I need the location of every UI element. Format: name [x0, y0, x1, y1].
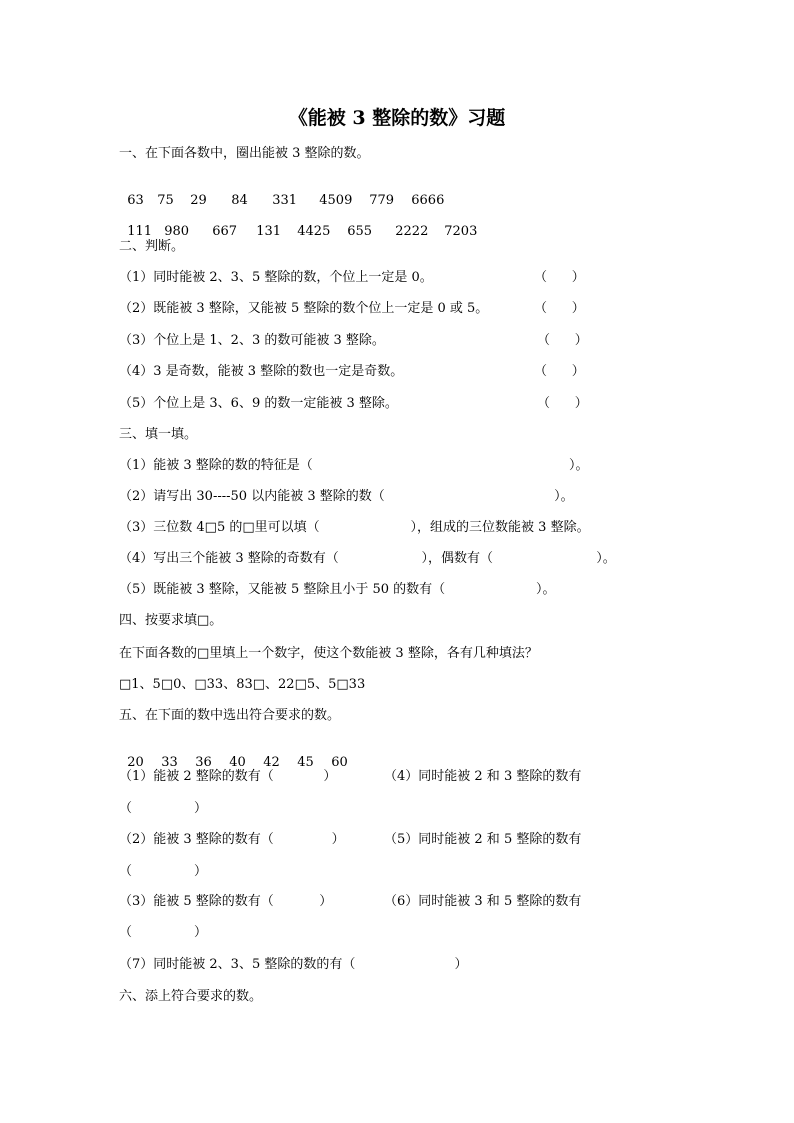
select-item-1: （1）能被 2 整除的数有（ ）	[119, 769, 337, 784]
number-item: 63	[127, 193, 144, 208]
number-item: 75	[157, 193, 174, 208]
judge-item-5: （5）个位上是 3、6、9 的数一定能被 3 整除。	[119, 396, 398, 411]
section-4-heading: 四、按要求填□。	[119, 613, 223, 628]
select-item-5: （5）同时能被 2 和 5 整除的数有	[384, 832, 582, 847]
number-item: 33	[161, 755, 178, 770]
answer-blank[interactable]: （ ）	[119, 801, 207, 816]
number-item: 6666	[411, 193, 445, 208]
number-item: 2222	[395, 224, 429, 239]
section-3-heading: 三、填一填。	[119, 427, 198, 442]
answer-blank[interactable]: （ ）	[537, 333, 588, 348]
answer-blank[interactable]: （ ）	[119, 864, 207, 879]
number-item: 4425	[297, 224, 331, 239]
answer-blank[interactable]: （ ）	[119, 925, 207, 940]
number-item: 40	[229, 755, 246, 770]
number-item: 42	[263, 755, 280, 770]
number-item: 7203	[444, 224, 478, 239]
number-item: 667	[212, 224, 238, 239]
number-item: 60	[331, 755, 348, 770]
answer-blank[interactable]: （ ）	[534, 301, 585, 316]
number-item: 331	[272, 193, 298, 208]
answer-blank[interactable]: （ ）	[534, 364, 585, 379]
select-item-7: （7）同时能被 2、3、5 整除的数的有（ ）	[119, 957, 468, 972]
number-item: 980	[164, 224, 190, 239]
number-item: 779	[369, 193, 395, 208]
answer-blank[interactable]: （ ）	[537, 396, 588, 411]
section-2-heading: 二、判断。	[119, 239, 185, 254]
section-4-instruction: 在下面各数的□里填上一个数字，使这个数能被 3 整除，各有几种填法？	[119, 646, 538, 661]
judge-item-1: （1）同时能被 2、3、5 整除的数，个位上一定是 0。	[119, 270, 433, 285]
number-item: 36	[195, 755, 212, 770]
fill-item-4: （4）写出三个能被 3 整除的奇数有（ ），偶数有（ ）。	[119, 551, 616, 566]
judge-item-3: （3）个位上是 1、2、3 的数可能被 3 整除。	[119, 333, 385, 348]
fill-item-2: （2）请写出 30----50 以内能被 3 整除的数（ ）。	[119, 489, 574, 504]
fill-item-5: （5）既能被 3 整除，又能被 5 整除且小于 50 的数有（ ）。	[119, 582, 556, 597]
section-6-heading: 六、添上符合要求的数。	[119, 989, 263, 1004]
page-title: 《能被 3 整除的数》习题	[288, 107, 506, 129]
number-item: 29	[190, 193, 207, 208]
select-item-2: （2）能被 3 整除的数有（ ）	[119, 832, 345, 847]
number-item: 84	[231, 193, 248, 208]
select-item-4: （4）同时能被 2 和 3 整除的数有	[384, 769, 582, 784]
section-4-items: □1、5□0、□33、83□、22□5、5□33	[119, 677, 366, 692]
judge-item-2: （2）既能被 3 整除，又能被 5 整除的数个位上一定是 0 或 5。	[119, 301, 489, 316]
section-1-heading: 一、在下面各数中，圈出能被 3 整除的数。	[119, 146, 370, 161]
fill-item-3: （3）三位数 4□5 的□里可以填（ ），组成的三位数能被 3 整除。	[119, 520, 590, 535]
number-item: 4509	[319, 193, 353, 208]
number-item: 655	[347, 224, 373, 239]
number-row-1	[119, 177, 444, 209]
number-row-3	[119, 739, 348, 771]
section-5-heading: 五、在下面的数中选出符合要求的数。	[119, 708, 341, 723]
select-item-3: （3）能被 5 整除的数有（ ）	[119, 894, 333, 909]
number-item: 111	[127, 224, 153, 239]
fill-item-1: （1）能被 3 整除的数的特征是（ ）。	[119, 458, 589, 473]
number-item: 45	[297, 755, 314, 770]
answer-blank[interactable]: （ ）	[534, 270, 585, 285]
number-row-2	[119, 208, 477, 240]
select-item-6: （6）同时能被 3 和 5 整除的数有	[384, 894, 582, 909]
number-item: 20	[127, 755, 144, 770]
judge-item-4: （4）3 是奇数，能被 3 整除的数也一定是奇数。	[119, 364, 404, 379]
number-item: 131	[256, 224, 282, 239]
